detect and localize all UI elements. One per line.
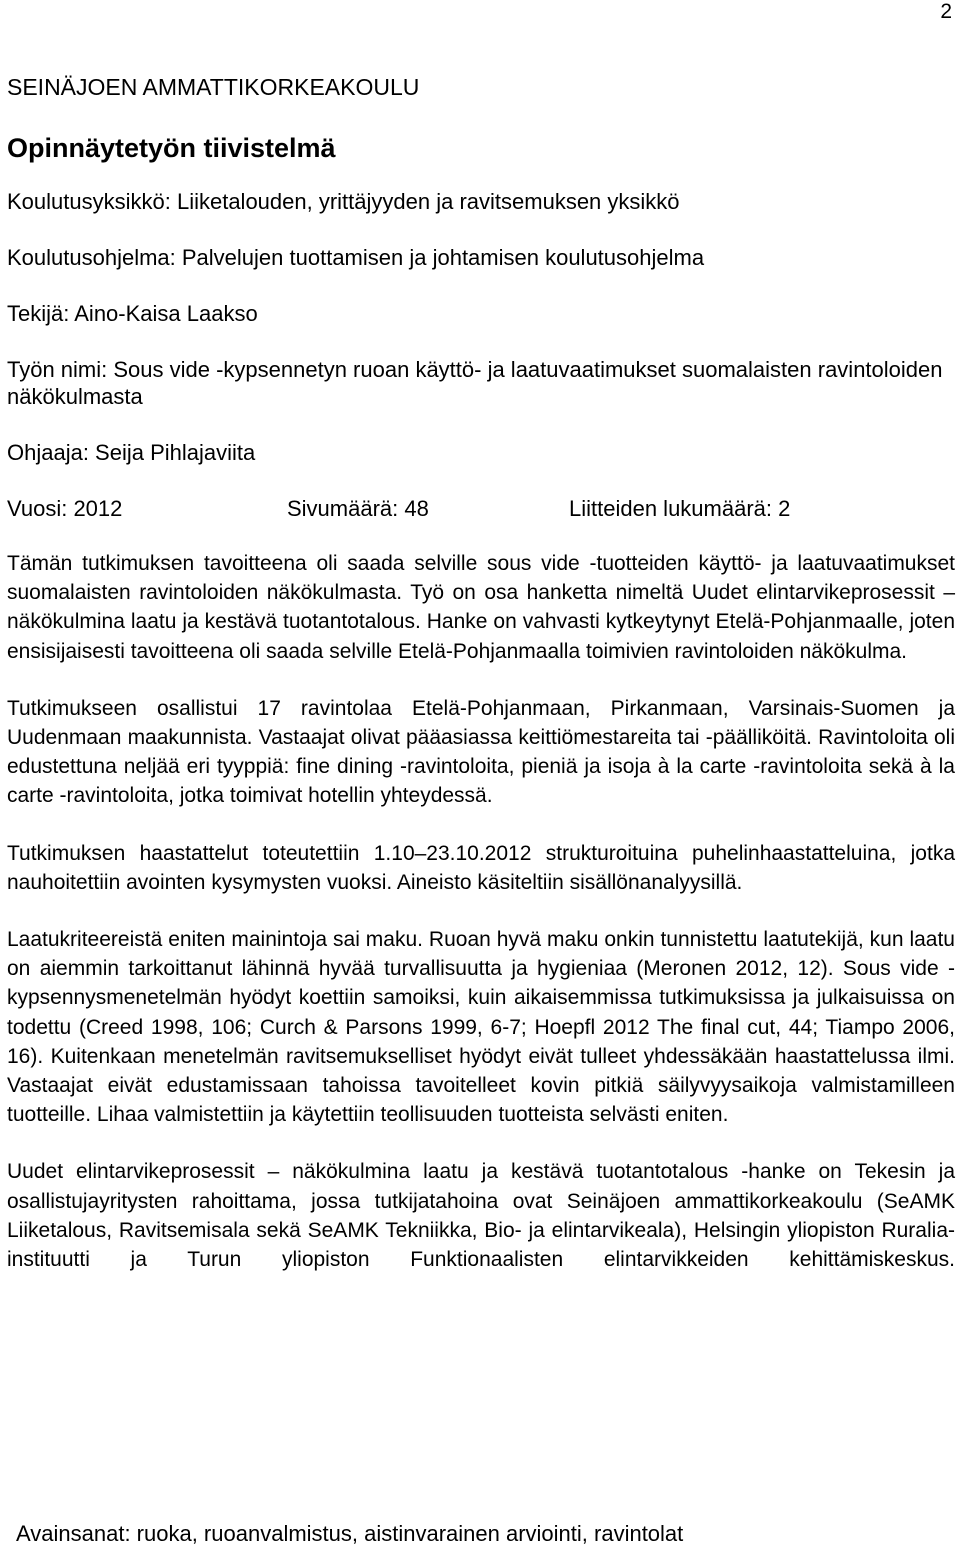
abstract-paragraph-2: Tutkimukseen osallistui 17 ravintolaa Etelä-Pohjanmaan, Pirkanmaan, Varsinais-Suomen ja Uudenmaan maakunnista. Vastaajat olivat pääasiassa keittiömestareita tai -päälliköitä. Ravintoloita oli edustettuna neljää eri tyyppiä: fine dining -ravintoloita, pieniä ja isoja à la carte -ravintoloita sekä à la carte -ravintoloita, jotka toimivat hotellin yhteydessä. <box>7 696 955 808</box>
meta-stats-row <box>7 495 955 522</box>
abstract-paragraph-4: Laatukriteereistä eniten mainintoja sai maku. Ruoan hyvä maku onkin tunnistettu laatutekijä, kun laatu on aiemmin tarkoittanut lähinnä hyvää turvallisuutta ja hygieniaa (Meronen 2012, 12). Sous vide -kypsennysmenetelmän hyödyt koettiin samoiksi, kuin aikaisemmissa tutkimuksissa ja julkaisuissa on todettu (Creed 1998, 106; Curch & Parsons 1999, 6-7; Hoepfl 2012 The final cut, 44; Tiampo 2006, 16). Kuitenkaan menetelmän ravitsemukselliset hyödyt eivät tulleet yhdessäkään haastattelussa ilmi. Vastaajat eivät edustamissaan tahoissa tavoitelleet kovin pitkiä säilyvyysaikoja valmistamilleen tuotteille. Lihaa valmistettiin ja käytettiin teollisuuden tuotteista selvästi eniten. <box>7 928 955 1127</box>
meta-work-title: Työn nimi: Sous vide -kypsennetyn ruoan käyttö- ja laatuvaatimukset suomalaisten ravintoloiden näkökulmasta <box>7 357 943 409</box>
abstract-paragraph-3: Tutkimuksen haastattelut toteutettiin 1.10–23.10.2012 strukturoituina puhelinhaastatteluina, jotka nauhoitettiin avointen kysymysten vuoksi. Aineisto käsiteltiin sisällönanalyysillä. <box>7 841 955 894</box>
page-title: Opinnäytetyön tiivistelmä <box>7 133 336 163</box>
keywords: Avainsanat: ruoka, ruoanvalmistus, aistinvarainen arviointi, ravintolat <box>16 1521 684 1546</box>
meta-supervisor: Ohjaaja: Seija Pihlajaviita <box>7 440 256 465</box>
meta-appendices: Liitteiden lukumäärä: 2 <box>569 496 791 521</box>
meta-pages: Sivumäärä: 48 <box>287 496 429 521</box>
meta-unit: Koulutusyksikkö: Liiketalouden, yrittäjyyden ja ravitsemuksen yksikkö <box>7 189 680 214</box>
school-name: SEINÄJOEN AMMATTIKORKEAKOULU <box>7 74 420 100</box>
abstract-paragraph-1: Tämän tutkimuksen tavoitteena oli saada selville sous vide -tuotteiden käyttö- ja laatuvaatimukset suomalaisten ravintoloiden näkökulmasta. Työ on osa hanketta nimeltä Uudet elintarvikeprosessit – näkökulmina laatu ja kestävä tuotantotalous. Hanke on vahvasti kytkeytynyt Etelä-Pohjanmaalle, joten ensisijaisesti tavoitteena oli saada selville Etelä-Pohjanmaalla toimivien ravintoloiden näkökulma. <box>7 552 955 663</box>
abstract-document <box>7 72 955 1302</box>
meta-author: Tekijä: Aino-Kaisa Laakso <box>7 301 258 326</box>
meta-programme: Koulutusohjelma: Palvelujen tuottamisen ja johtamisen koulutusohjelma <box>7 245 705 270</box>
meta-year: Vuosi: 2012 <box>7 496 123 521</box>
abstract-paragraph-5: Uudet elintarvikeprosessit – näkökulmina laatu ja kestävä tuotantotalous -hanke on Tekesin ja osallistujayritysten rahoittama, jossa tutkijatahoina ovat Seinäjoen ammattikorkeakoulu (SeAMK Liiketalous, Ravitsemisala sekä SeAMK Tekniikka, Bio- ja elintarvikeala), Helsingin yliopiston Ruralia-instituutti ja Turun yliopiston Funktionaalisten elintarvikkeiden kehittämiskeskus. <box>7 1160 955 1272</box>
page-number: 2 <box>940 0 952 23</box>
